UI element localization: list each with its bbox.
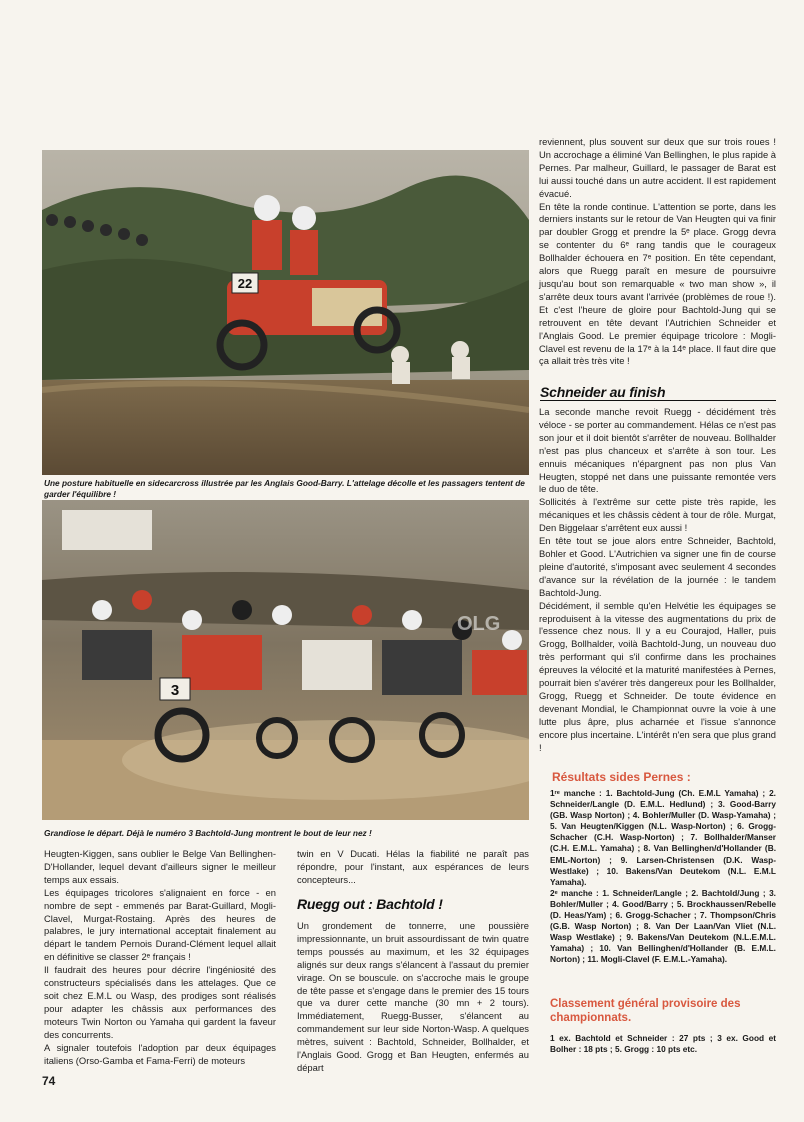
results-title: Résultats sides Pernes :: [552, 770, 691, 784]
photo-race-start: [42, 500, 529, 820]
paragraph: reviennent, plus souvent sur deux que sur trois roues ! Un accrochage a éliminé Van Bellinghen, le plus rapide à Pernes. Par malheur, Guillard, le passager de Barat est lui aussi touché dans un autre accident. Il est rapidement évacué.: [539, 136, 776, 199]
right-column-intro: [539, 136, 776, 368]
left-column-bottom: [44, 848, 276, 1067]
classement-text: 1 ex. Bachtold et Schneider : 27 pts ; 3 ex. Good et Bolher : 18 pts ; 5. Grogg : 10 pts etc.: [550, 1033, 776, 1055]
photo1-caption: Une posture habituelle en sidecarcross illustrée par les Anglais Good-Barry. L'attelage décolle et les passagers tentent de garder l'équilibre !: [44, 478, 525, 499]
paragraph: Il faudrait des heures pour décrire l'ingéniosité des constructeurs spécialisés dans les attelages. Que ce soit chez E.M.L ou Wasp, des prodiges sont réalisés pour adapter les châssis aux performances des moteurs Twin Norton ou Yamaha qui gardent la faveur des concurrents.: [44, 964, 276, 1040]
photo2-watermark: OLG: [457, 613, 501, 635]
results-list: [550, 788, 776, 966]
page-number: 74: [42, 1074, 56, 1088]
classement-title: Classement général provisoire des championnats.: [550, 998, 741, 1024]
right-column-body: [539, 406, 776, 754]
heading-ruegg-out: Ruegg out : Bachtold !: [297, 896, 443, 912]
photo-sidecar-jump: [42, 150, 529, 475]
middle-column-top: twin en V Ducati. Hélas la fiabilité ne paraît pas répondre, pour l'instant, aux espérances de leurs concepteurs...: [297, 848, 529, 885]
paragraph: En tête tout se joue alors entre Schneider, Bachtold, Bohler et Good. L'Autrichien va signer une fin de course pleine d'autorité, s'imposant avec seulement 4 secondes d'avance sur la révélation de la journée : le tandem Bachtold-Jung.: [539, 535, 776, 598]
results-second-heat: 2ᵉ manche : 1. Schneider/Langle ; 2. Bachtold/Jung ; 3. Bohler/Muller ; 4. Good/Barry ; 5. Brockhaussen/Rebelle (D. Heas/Yam) ; 6. Grogg-Schacher ; 7. Thompson/Chris (G.B. Wasp Norton) ; 8. Van Der Laan/Van Vliet (N.L. Wasp Westlake) ; 9. Bakens/Van Deutekom (N.L.E.M.L. Yamaha) ; 10. Van Bellinghen/d'Hollander (B. E.M.L. Norton) ; 11. Mogli-Clavel (F. E.M.L.-Yamaha).: [550, 887, 776, 965]
paragraph: Heugten-Kiggen, sans oublier le Belge Van Bellinghen-D'Hollander, lequel devant d'ailleurs signer le meilleur temps aux essais.: [44, 848, 276, 885]
paragraph: La seconde manche revoit Ruegg - décidément très véloce - se porter au commandement. Hélas ce n'est pas son jour et il doit bientôt s'arrêter de nouveau. Bollhalder n'est pas plus chanceux et s'arrête à son tour. Les ennuis mécaniques n'épargnent pas non plus Van Heugten, stoppé net dans une puissante remontée vers le duo de tête.: [539, 406, 776, 495]
results-first-heat: 1ʳᵉ manche : 1. Bachtold-Jung (Ch. E.M.L Yamaha) ; 2. Schneider/Langle (D. E.M.L. Hedlund) ; 3. Good-Barry (GB. Wasp Norton) ; 4. Bohler/Muller (D. Wasp-Yamaha) ; 5. Van Heugten/Kiggen (N.L. Wasp-Norton) ; 6. Grogg-Schacher (C.H. Wasp-Norton) ; 7. Bollhalder/Manser (C.H. E.M.L. Yamaha) ; 8. Van Bellinghen/d'Hollander (B. EML-Norton) ; 9. Larsen-Christensen (D.K. Wasp-Westlake) ; 10. Bakens/Van Deutekom (N.L. E.M.L Yamaha).: [550, 788, 776, 887]
paragraph: Sollicités à l'extrême sur cette piste très rapide, les mécaniques et les châssis cèdent à tour de rôle. Murgat, Den Biggelaar s'arrêtent eux aussi !: [539, 496, 776, 534]
paragraph: Décidément, il semble qu'en Helvétie les équipages se reproduisent à la vitesse des augmentations du prix de l'essence chez nous. Il y a eu Courajod, Haller, puis Grogg, Bollhalder, voilà Bachtold-Jung, un nouveau duo très performant qui s'il confirme dans les prochaines épreuves la vélocité et la maturité manifestées à Pernes, pourrait bien s'avérer très dangereux pour les Bollhalder, Grogg, Ruegg et Schneider. De toute évidence en devenant Mondial, le Championnat ouvre la voie à une lutte plus âpre, plus acharnée et l'issue s'annonce encore plus incertaine. L'intérêt n'en sera que plus grand !: [539, 599, 776, 753]
photo1-plate-number: 22: [237, 276, 253, 291]
paragraph: Les équipages tricolores s'alignaient en force - en nombre de sept - emmenés par Barat-Guillard, Mogli-Clavel, Murgat-Rostaing. Après des heures de palabres, le jury international acceptait finalement au départ le tandem Pernois Durand-Clément lequel allait en définitive se classer 2ᵉ français !: [44, 886, 276, 963]
heading-schneider-au-finish: Schneider au finish: [540, 384, 776, 401]
middle-column-body: Un grondement de tonnerre, une poussière impressionnante, un bruit assourdissant de twin quatre temps poussés au maximum, et les 32 équipages alignés sur deux rangs s'élancent à l'assaut du premier virage. On se bouscule. on s'accroche mais le groupe de tête passe et s'engage dans le premier des 15 tours que va durer cette manche (30 mn + 2 tours). Immédiatement, Ruegg-Busser, s'élancent au commandement sur leur side Norton-Wasp. A quelques mètres, suivent : Bachtold, Schneider, Bollhalder, et l'Anglais Good. Grogg et Ban Heugten, enfermés au départ: [297, 920, 529, 1073]
photo2-plate-number: 3: [170, 682, 180, 699]
paragraph: En tête la ronde continue. L'attention se porte, dans les derniers instants sur le retour de Van Heugten qui va finir par doubler Grogg et prendre la 5ᵉ place. Grogg devra se contenter du 6ᵉ rang tandis que le courageux Bollhalder échouera en 7ᵉ position. En tête cependant, alors que Ruegg paraît en mesure de poursuivre jusqu'au bout son remarquable « two man show », il s'arrête deux tours avant l'arrivée (problèmes de roue !). Et c'est l'heure de gloire pour Bachtold-Jung qui se retrouvent en tête devant l'Autrichien Schneider et l'Anglais Good. Le premier équipage tricolore : Mogli-Clavel est revenu de la 17ᵉ à la 14ᵉ place. Il faut dire que ça allait très très vite !: [539, 200, 776, 367]
photo2-caption: Grandiose le départ. Déjà le numéro 3 Bachtold-Jung montrent le bout de leur nez !: [44, 828, 372, 838]
paragraph: A signaler toutefois l'adoption par deux équipages italiens (Orso-Gamba et Fama-Ferri) de moteurs: [44, 1041, 276, 1066]
